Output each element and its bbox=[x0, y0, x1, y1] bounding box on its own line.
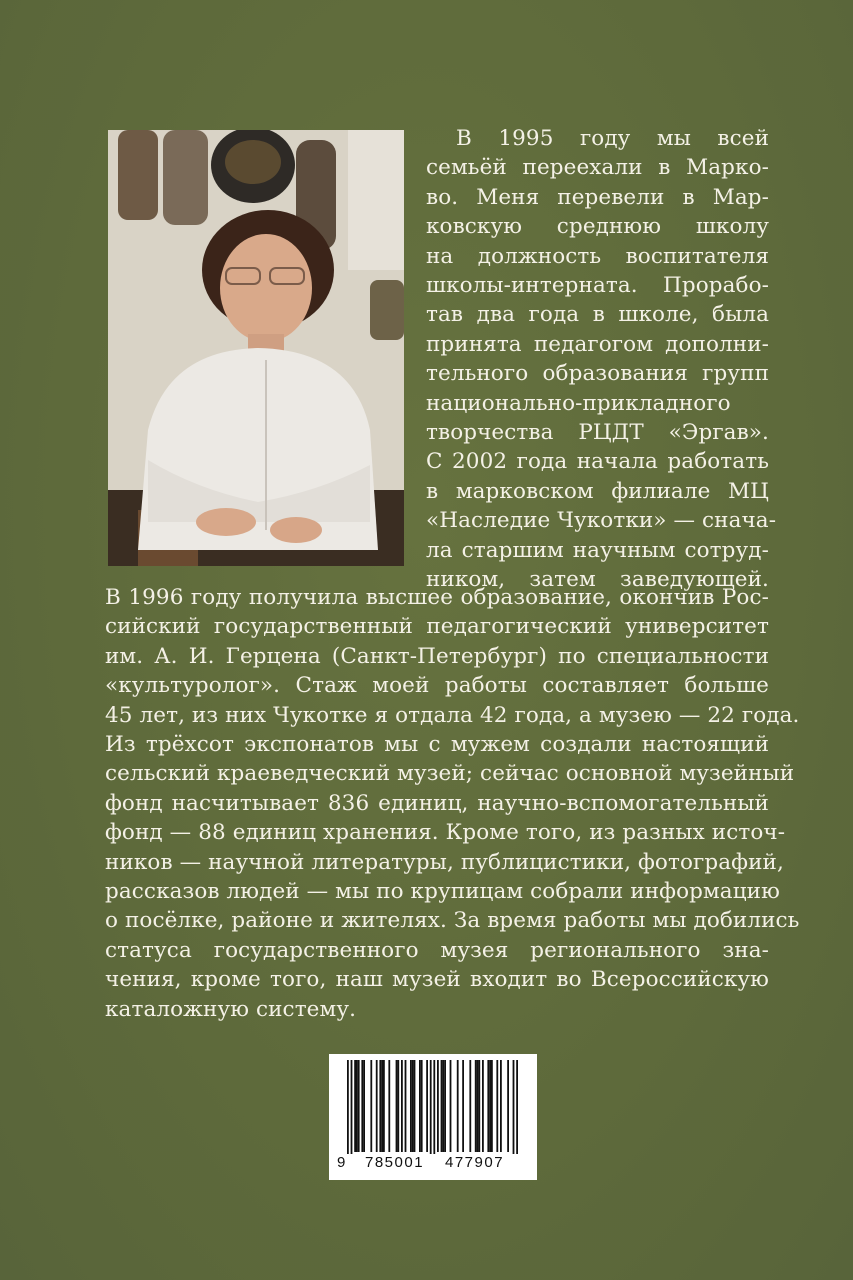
barcode-bar bbox=[477, 1060, 479, 1152]
text-line: школы-интерната. Прорабо- bbox=[426, 273, 769, 299]
text-line: ником, затем заведующей. bbox=[426, 567, 769, 593]
barcode-bar bbox=[410, 1060, 412, 1152]
barcode-bar bbox=[358, 1060, 360, 1152]
main-text bbox=[105, 583, 800, 1024]
barcode-bar bbox=[507, 1060, 509, 1152]
text-line: ников — научной литературы, публицистики, фотографий, bbox=[105, 849, 784, 875]
text-line: «культуролог». Стаж моей работы составляет больше bbox=[105, 673, 769, 699]
text-line: семьёй переехали в Марко- bbox=[426, 155, 769, 181]
barcode-bar bbox=[513, 1060, 515, 1154]
barcode-bar bbox=[379, 1060, 381, 1152]
barcode-bar bbox=[437, 1060, 439, 1152]
barcode-digits bbox=[329, 1154, 537, 1176]
barcode-bar bbox=[450, 1060, 452, 1152]
text-line: «Наследие Чукотки» — снача- bbox=[426, 508, 777, 534]
text-line: национально-прикладного bbox=[426, 390, 731, 416]
text-line: в марковском филиале МЦ bbox=[426, 478, 769, 504]
author-photo bbox=[108, 130, 404, 566]
barcode-bar bbox=[475, 1060, 477, 1152]
text-line: на должность воспитателя bbox=[426, 243, 769, 269]
text-line: сельский краеведческий музей; сейчас основной музейный bbox=[105, 761, 795, 787]
intro-text bbox=[426, 124, 777, 595]
barcode-bar bbox=[419, 1060, 421, 1152]
text-line: им. А. И. Герцена (Санкт-Петербург) по специальности bbox=[105, 643, 769, 669]
barcode-bar bbox=[441, 1060, 443, 1152]
barcode-bar bbox=[496, 1060, 498, 1152]
barcode-bar bbox=[489, 1060, 491, 1152]
barcode-bar bbox=[444, 1060, 446, 1152]
text-line: Из трёхсот экспонатов мы с мужем создали настоящий bbox=[105, 732, 769, 758]
text-line: каталожную систему. bbox=[105, 996, 357, 1022]
text-line: тельного образования групп bbox=[426, 361, 769, 387]
barcode-bar bbox=[363, 1060, 365, 1152]
text-line: С 2002 года начала работать bbox=[426, 449, 769, 475]
barcode-bar bbox=[412, 1060, 414, 1152]
barcode-bar bbox=[405, 1060, 407, 1152]
barcode-bar bbox=[351, 1060, 353, 1154]
barcode-bar bbox=[396, 1060, 398, 1152]
barcode-bar bbox=[482, 1060, 484, 1152]
barcode-bar bbox=[433, 1060, 435, 1154]
barcode-bar bbox=[388, 1060, 390, 1152]
barcode-bar bbox=[370, 1060, 372, 1152]
text-line: во. Меня перевели в Мар- bbox=[426, 184, 769, 210]
text-line: тав два года в школе, была bbox=[426, 302, 769, 328]
barcode-bar bbox=[462, 1060, 464, 1152]
text-line: статуса государственного музея регионального зна- bbox=[105, 937, 769, 963]
barcode-bar bbox=[356, 1060, 358, 1152]
barcode-left-digits: 785001 bbox=[365, 1154, 425, 1171]
barcode-bar bbox=[401, 1060, 403, 1152]
barcode-bar bbox=[491, 1060, 493, 1152]
barcode-bar bbox=[426, 1060, 428, 1152]
barcode-bar bbox=[442, 1060, 444, 1152]
text-line: рассказов людей — мы по крупицам собрали информацию bbox=[105, 879, 780, 905]
text-line: В 1995 году мы всей bbox=[456, 126, 769, 151]
text-line: фонд насчитывает 836 единиц, научно-вспомогательный bbox=[105, 790, 769, 816]
text-line: чения, кроме того, наш музей входит во Всероссийскую bbox=[105, 967, 769, 993]
barcode-bar bbox=[414, 1060, 416, 1152]
barcode-bars bbox=[329, 1054, 537, 1154]
barcode-bar bbox=[376, 1060, 378, 1152]
barcode-bar bbox=[354, 1060, 356, 1152]
text-line: ковскую среднюю школу bbox=[426, 214, 769, 240]
barcode-bar bbox=[381, 1060, 383, 1152]
barcode-lead-digit: 9 bbox=[337, 1154, 346, 1171]
text-line: принята педагогом дополни- bbox=[426, 331, 769, 357]
text-line: ла старшим научным сотруд- bbox=[426, 537, 769, 563]
text-line: 45 лет, из них Чукотке я отдала 42 года, а музею — 22 года. bbox=[105, 702, 800, 728]
barcode-bar bbox=[516, 1060, 518, 1154]
isbn-barcode bbox=[329, 1054, 537, 1180]
text-line: В 1996 году получила высшее образование, окончив Рос- bbox=[105, 585, 769, 610]
text-line: творчества РЦДТ «Эргав». bbox=[426, 420, 769, 446]
barcode-bar bbox=[500, 1060, 502, 1152]
text-line: фонд — 88 единиц хранения. Кроме того, из разных источ- bbox=[105, 820, 786, 846]
barcode-bar bbox=[478, 1060, 480, 1152]
barcode-bar bbox=[383, 1060, 385, 1152]
barcode-bar bbox=[361, 1060, 363, 1152]
barcode-bar bbox=[469, 1060, 471, 1152]
text-line: о посёлке, районе и жителях. За время работы мы добились bbox=[105, 908, 800, 934]
barcode-bar bbox=[421, 1060, 423, 1152]
text-line: сийский государственный педагогический университет bbox=[105, 614, 769, 640]
barcode-bar bbox=[487, 1060, 489, 1152]
barcode-right-digits: 477907 bbox=[445, 1154, 505, 1171]
barcode-bar bbox=[457, 1060, 459, 1152]
barcode-bar bbox=[397, 1060, 399, 1152]
barcode-bar bbox=[430, 1060, 432, 1154]
barcode-bar bbox=[347, 1060, 349, 1154]
